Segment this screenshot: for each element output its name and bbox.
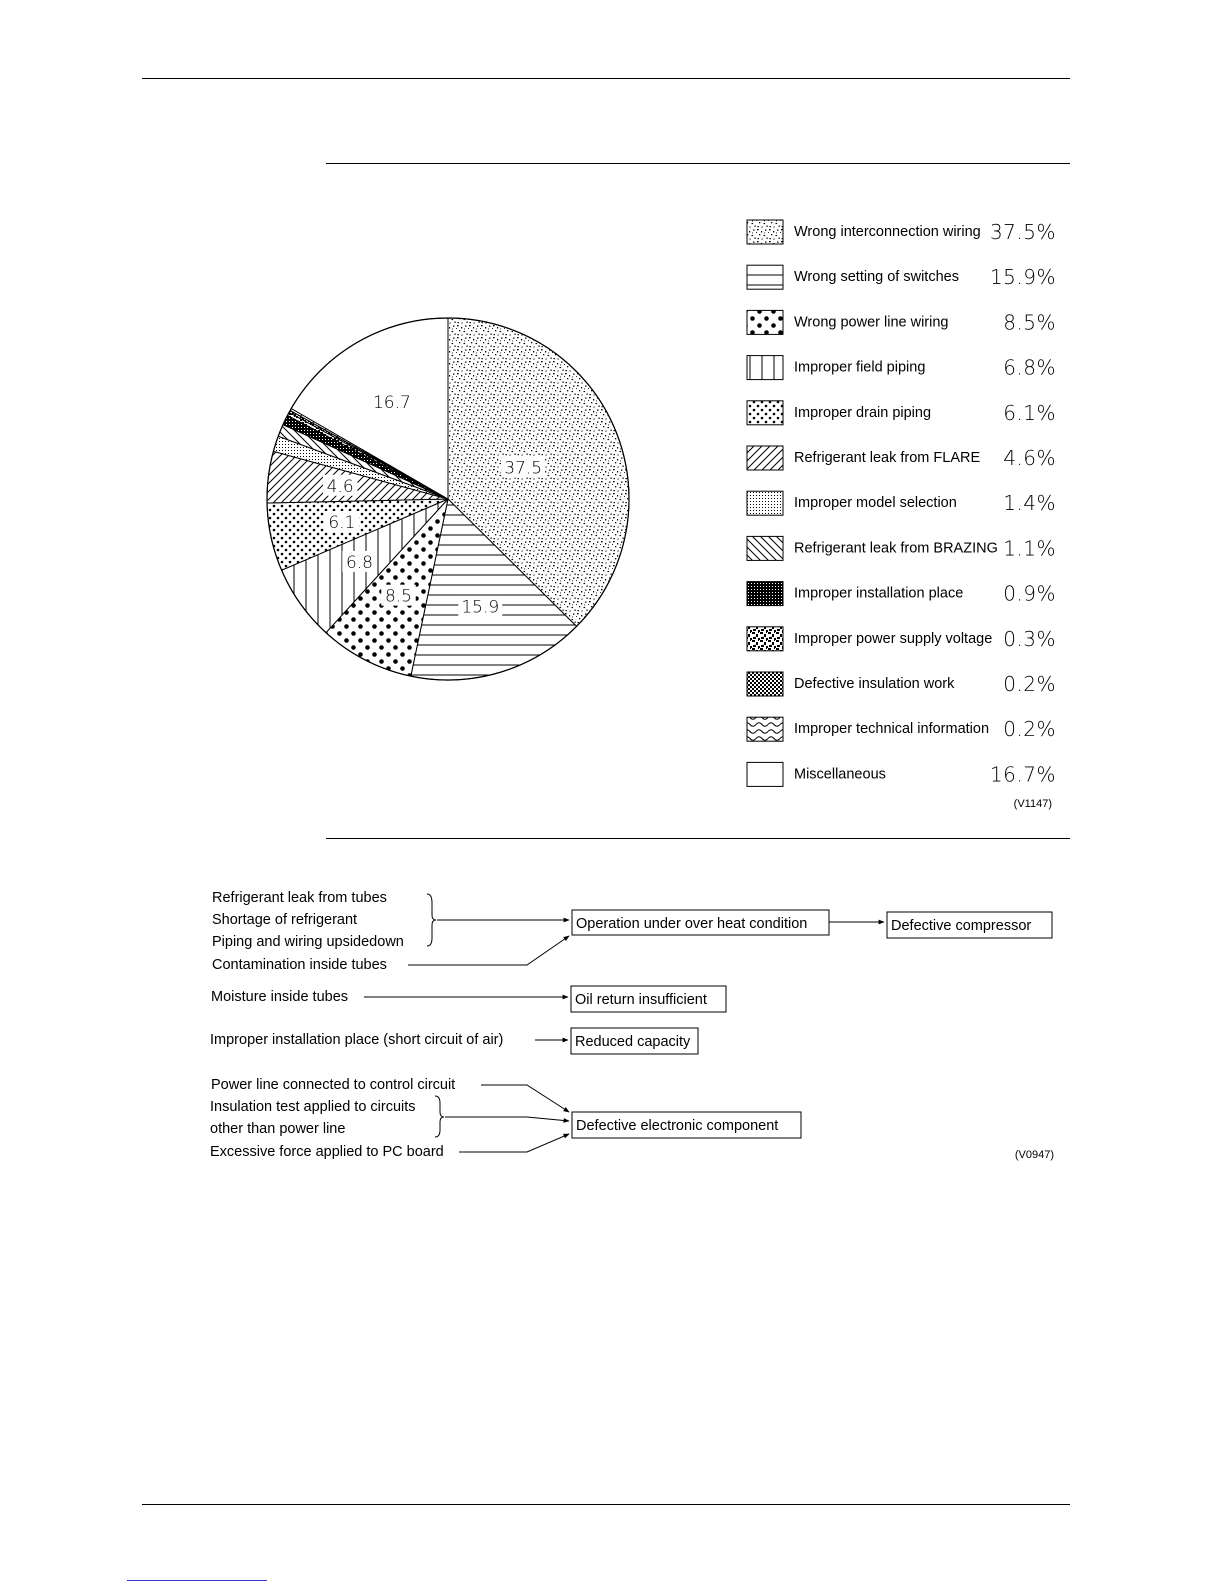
pie-data-label-0: 37.5 xyxy=(504,458,543,479)
cause-excessive-force: Excessive force applied to PC board xyxy=(210,1144,444,1160)
arrow-insulation xyxy=(445,1117,569,1121)
legend-label-0: Wrong interconnection wiring xyxy=(794,224,981,240)
pie-data-label-12: 16.7 xyxy=(372,392,411,413)
group-brace-2 xyxy=(435,1096,444,1137)
legend-swatch-3 xyxy=(747,356,783,380)
legend-percent-10: 0.2% xyxy=(1003,672,1056,696)
legend-percent-8: 0.9% xyxy=(1003,581,1056,606)
pie-data-label-4: 6.1 xyxy=(328,512,356,533)
legend-label-11: Improper technical information xyxy=(794,721,990,738)
legend-swatch-10 xyxy=(747,672,783,696)
legend-label-12: Miscellaneous xyxy=(794,766,886,783)
legend-percent-9: 0.3% xyxy=(1003,626,1056,651)
legend-label-1: Wrong setting of switches xyxy=(794,269,959,286)
legend-percent-1: 15.9% xyxy=(989,265,1056,290)
pie-chart xyxy=(267,318,629,680)
failure-flow-diagram xyxy=(210,890,1052,1160)
legend-percent-6: 1.4% xyxy=(1003,491,1056,516)
box-defective-electronic: Defective electronic component xyxy=(576,1118,779,1134)
legend-percent-2: 8.5% xyxy=(1003,310,1056,335)
legend-swatch-9 xyxy=(747,627,783,651)
cause-install-place: Improper installation place (short circuit of air) xyxy=(210,1032,504,1048)
cause-refrigerant-leak-tubes: Refrigerant leak from tubes xyxy=(212,890,387,906)
legend-swatch-1 xyxy=(747,265,783,289)
legend-label-9: Improper power supply voltage xyxy=(794,630,993,647)
box-reduced-capacity: Reduced capacity xyxy=(575,1034,691,1050)
cause-moisture: Moisture inside tubes xyxy=(211,989,349,1005)
legend-label-5: Refrigerant leak from FLARE xyxy=(794,450,981,466)
legend-percent-11: 0.2% xyxy=(1003,717,1056,742)
legend-percent-12: 16.7% xyxy=(989,762,1056,787)
arrow-power-line xyxy=(481,1085,569,1112)
cause-power-line: Power line connected to control circuit xyxy=(211,1077,456,1093)
footer-link-underline[interactable] xyxy=(127,1580,267,1581)
flow-figure-code: (V0947) xyxy=(1014,1149,1054,1161)
box-overheat: Operation under over heat condition xyxy=(576,916,808,932)
legend-label-7: Refrigerant leak from BRAZING xyxy=(794,540,998,557)
legend-swatch-7 xyxy=(747,536,783,560)
cause-insulation-test-1: Insulation test applied to circuits xyxy=(210,1099,416,1115)
box-oil-return: Oil return insufficient xyxy=(575,992,707,1008)
cause-insulation-test-2: other than power line xyxy=(210,1121,346,1137)
legend-swatch-2 xyxy=(747,310,783,334)
legend-percent-5: 4.6% xyxy=(1003,446,1056,470)
legend-label-4: Improper drain piping xyxy=(794,404,932,421)
pie-data-label-1: 15.9 xyxy=(461,597,500,618)
legend-label-8: Improper installation place xyxy=(794,585,964,602)
chart-legend xyxy=(747,220,1056,786)
legend-swatch-11 xyxy=(747,717,783,741)
legend-label-2: Wrong power line wiring xyxy=(794,314,949,331)
legend-swatch-5 xyxy=(747,446,783,470)
box-compressor: Defective compressor xyxy=(891,918,1032,934)
arrow-force xyxy=(459,1134,569,1152)
legend-percent-7: 1.1% xyxy=(1003,536,1056,561)
legend-swatch-6 xyxy=(747,491,783,515)
pie-data-label-2: 8.5 xyxy=(384,586,413,607)
legend-swatch-0 xyxy=(747,220,783,244)
legend-label-3: Improper field piping xyxy=(794,359,926,376)
cause-shortage-refrigerant: Shortage of refrigerant xyxy=(212,912,358,928)
legend-percent-0: 37.5% xyxy=(989,220,1056,244)
legend-swatch-4 xyxy=(747,401,783,425)
cause-piping-wiring-upsidedown: Piping and wiring upsidedown xyxy=(212,934,404,950)
legend-swatch-8 xyxy=(747,582,783,606)
pie-data-label-5: 4.6 xyxy=(326,476,354,497)
legend-label-10: Defective insulation work xyxy=(794,676,955,692)
legend-swatch-12 xyxy=(747,762,783,786)
legend-percent-3: 6.8% xyxy=(1003,355,1056,380)
cause-contamination: Contamination inside tubes xyxy=(212,957,387,973)
group-brace-1 xyxy=(427,894,436,946)
legend-label-6: Improper model selection xyxy=(794,495,957,512)
pie-data-label-3: 6.8 xyxy=(345,552,373,573)
legend-percent-4: 6.1% xyxy=(1003,400,1056,425)
chart-figure-code: (V1147) xyxy=(1013,798,1052,810)
